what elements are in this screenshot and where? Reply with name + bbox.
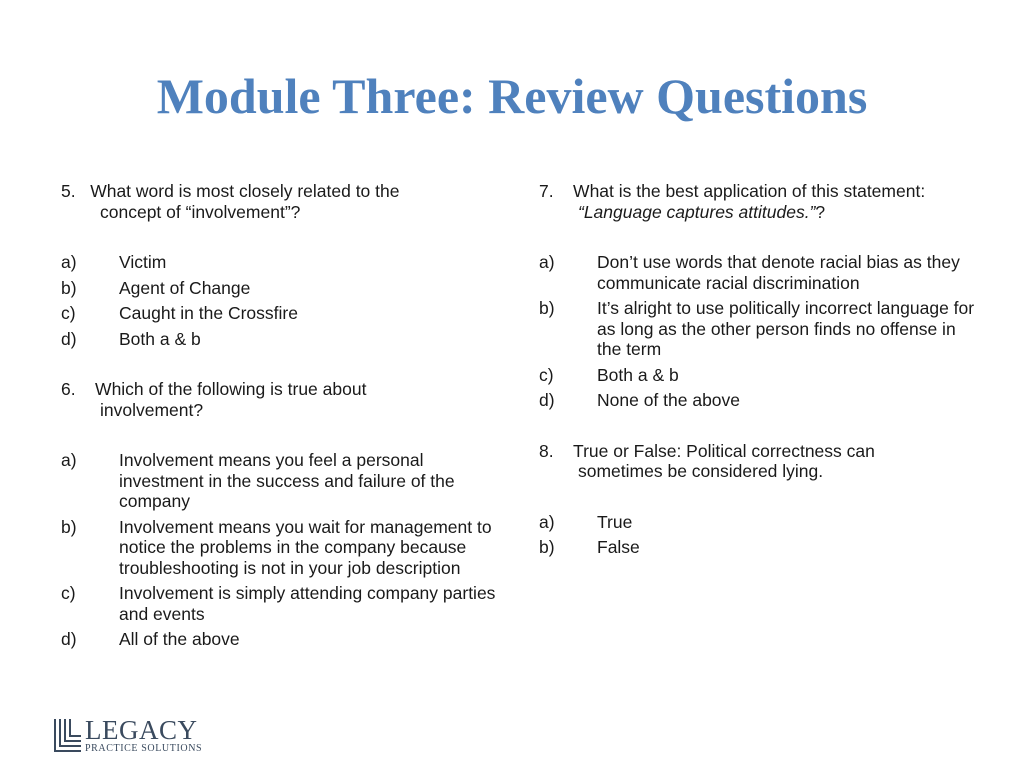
option-label: a) bbox=[539, 511, 555, 532]
answer-option bbox=[539, 390, 984, 411]
answer-option bbox=[539, 298, 984, 360]
answer-option bbox=[61, 329, 501, 350]
legacy-logo bbox=[53, 717, 202, 757]
option-label: c) bbox=[539, 364, 554, 385]
question-text-continued: involvement? bbox=[100, 399, 204, 420]
question-number: 8. bbox=[539, 440, 574, 461]
question-number: 6. bbox=[61, 379, 96, 399]
answer-option bbox=[539, 512, 984, 533]
question-5 bbox=[61, 181, 501, 222]
option-text: Both a & b bbox=[119, 328, 201, 349]
option-text: Both a & b bbox=[597, 364, 679, 385]
question-text-continued: concept of “involvement”? bbox=[100, 201, 301, 222]
question-text: True or False: Political correctness can bbox=[573, 440, 875, 461]
question-number: 5. bbox=[61, 181, 91, 201]
option-label: a) bbox=[61, 252, 77, 272]
option-label: c) bbox=[61, 583, 76, 603]
option-text: False bbox=[597, 537, 640, 557]
quoted-statement: “Language captures attitudes.” bbox=[578, 201, 816, 222]
answer-option bbox=[61, 583, 501, 624]
answer-option bbox=[61, 252, 501, 273]
answer-option bbox=[61, 278, 501, 299]
question-text: What is the best application of this statement: bbox=[573, 181, 926, 201]
question-6 bbox=[61, 379, 501, 420]
answer-options bbox=[539, 512, 984, 558]
option-text: All of the above bbox=[119, 629, 240, 649]
option-label: a) bbox=[539, 252, 555, 272]
answer-option bbox=[61, 303, 501, 324]
option-label: d) bbox=[539, 390, 555, 410]
option-label: a) bbox=[61, 450, 77, 470]
answer-option bbox=[539, 252, 984, 293]
answer-option bbox=[61, 450, 501, 512]
answer-options bbox=[539, 252, 984, 411]
answer-option bbox=[539, 365, 984, 386]
option-label: b) bbox=[61, 277, 77, 298]
answer-option bbox=[61, 629, 501, 650]
logo-subtitle: PRACTICE SOLUTIONS bbox=[85, 743, 203, 754]
right-column bbox=[539, 181, 984, 563]
question-text: Which of the following is true about bbox=[95, 379, 367, 399]
answer-option bbox=[539, 537, 984, 558]
option-text: Involvement is simply attending company parties and events bbox=[119, 583, 496, 624]
left-column bbox=[61, 181, 501, 655]
option-text: Victim bbox=[119, 252, 167, 272]
logo-wordmark: LEGACY bbox=[85, 715, 198, 745]
option-label: d) bbox=[61, 629, 77, 649]
question-8 bbox=[539, 441, 984, 482]
legacy-logo-mark-icon bbox=[53, 717, 83, 753]
question-text: What word is most closely related to the bbox=[90, 181, 400, 201]
question-7 bbox=[539, 181, 984, 222]
option-text: None of the above bbox=[597, 390, 741, 410]
option-label: b) bbox=[61, 516, 77, 537]
option-text: True bbox=[597, 511, 633, 532]
option-text: Don’t use words that denote racial bias as they communicate racial discrimination bbox=[597, 252, 960, 293]
option-label: c) bbox=[61, 303, 76, 323]
answer-options bbox=[61, 450, 501, 650]
option-text: Caught in the Crossfire bbox=[119, 303, 298, 323]
slide-title: Module Three: Review Questions bbox=[156, 68, 868, 124]
option-text: It’s alright to use politically incorrect language for as long as the other person finds no offense in the term bbox=[597, 298, 975, 359]
option-label: b) bbox=[539, 537, 555, 557]
option-label: d) bbox=[61, 328, 77, 349]
question-text-continued bbox=[539, 202, 984, 223]
option-text: Involvement means you wait for management to notice the problems in the company because troubleshooting is not in your job description bbox=[119, 516, 492, 578]
option-text: Involvement means you feel a personal investment in the success and failure of the company bbox=[119, 450, 455, 511]
option-text: Agent of Change bbox=[119, 277, 251, 298]
question-mark: ? bbox=[815, 201, 826, 222]
question-number: 7. bbox=[539, 181, 574, 201]
option-label: b) bbox=[539, 298, 555, 318]
question-text-continued: sometimes be considered lying. bbox=[578, 461, 824, 481]
answer-option bbox=[61, 517, 501, 579]
answer-options bbox=[61, 252, 501, 349]
